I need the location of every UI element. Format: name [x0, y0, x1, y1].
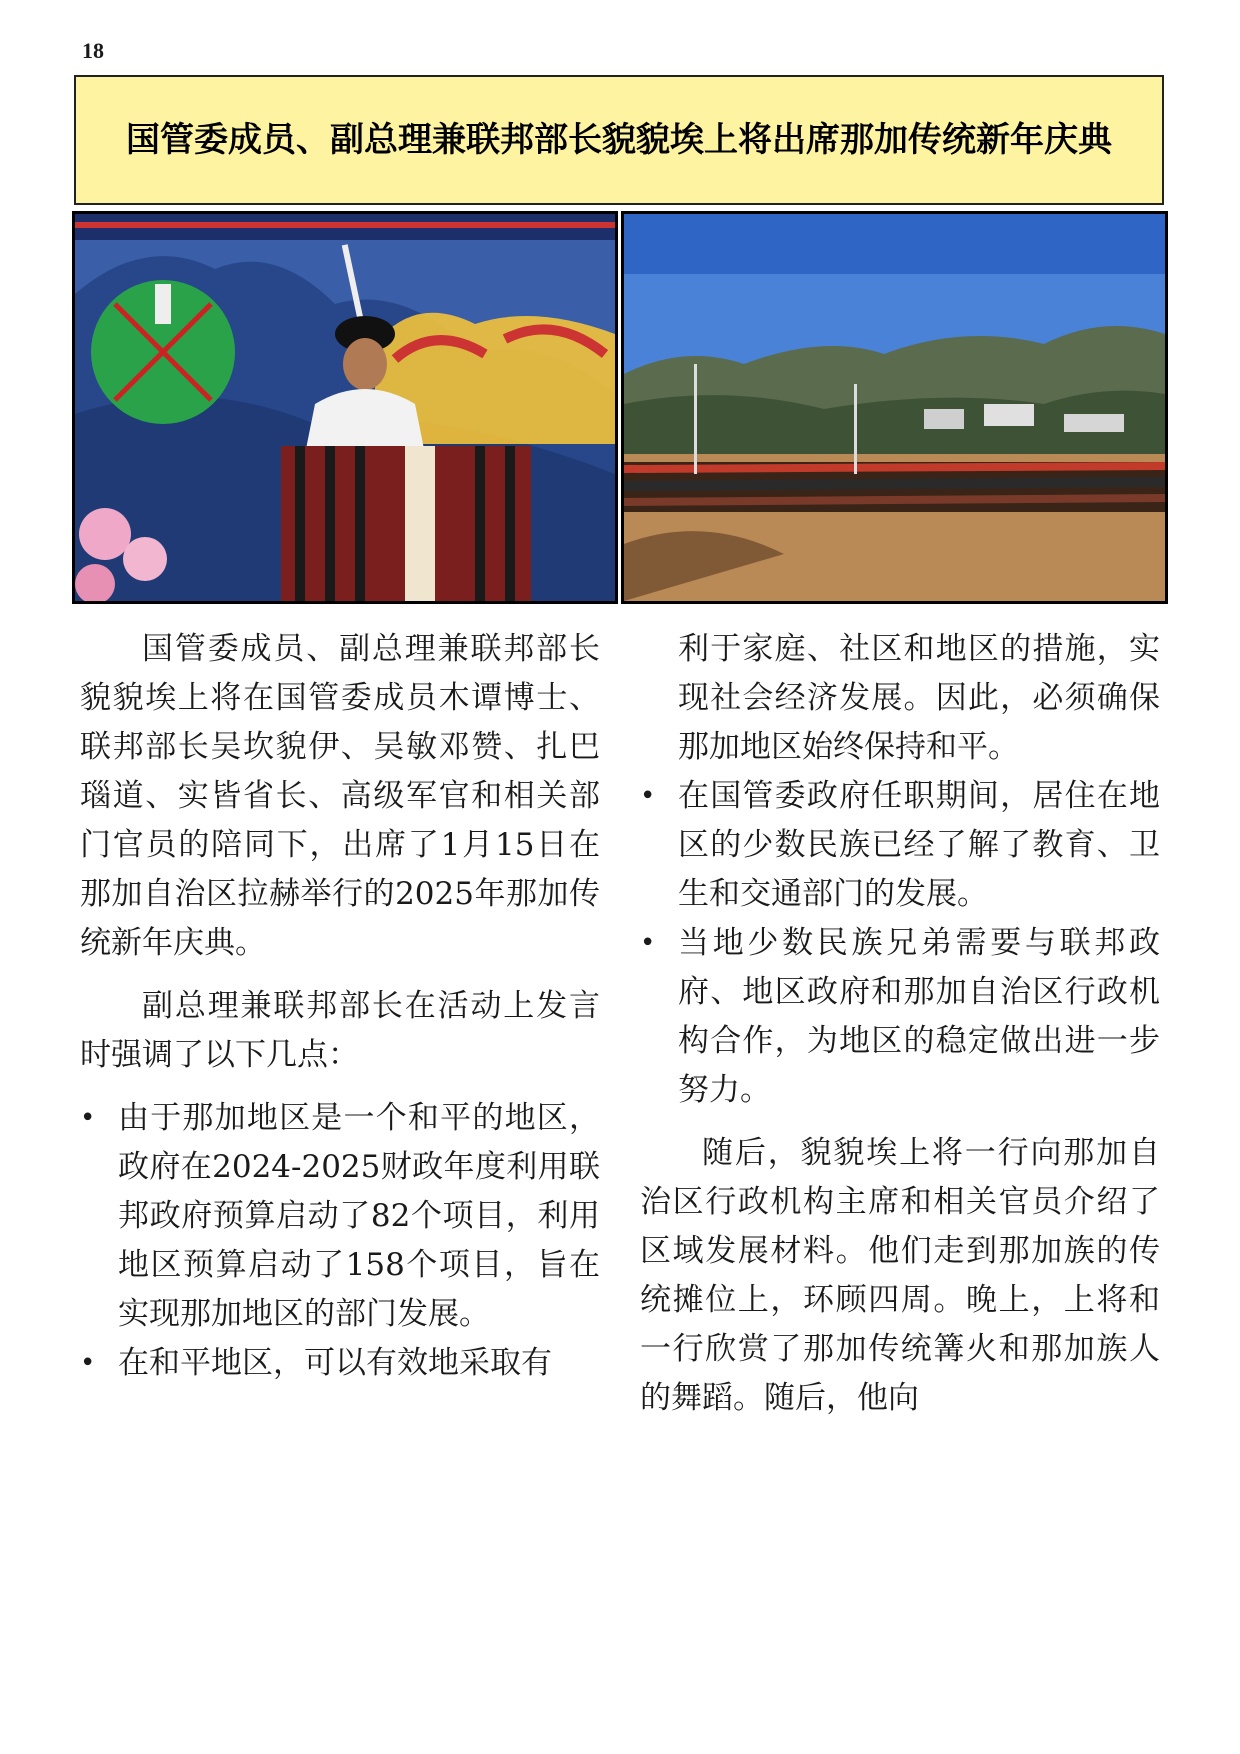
speech-points-list-continued [640, 625, 1160, 1115]
bullet-point-peace: • 在和平地区，可以有效地采取有 [80, 1339, 600, 1388]
page-number: 18 [82, 38, 104, 63]
left-text-column [80, 625, 600, 1388]
bullet-point-projects: • 由于那加地区是一个和平的地区，政府在2024-2025财政年度利用联邦政府预算启动了82个项目，利用地区预算启动了158个项目，旨在实现那加地区的部门发展。 [80, 1094, 600, 1339]
article-title: 国管委成员、副总理兼联邦部长貌貌埃上将出席那加传统新年庆典 [126, 120, 1112, 160]
crowd-photo-illustration [624, 214, 1165, 601]
bullet-point-cooperation: • 当地少数民族兄弟需要与联邦政府、地区政府和那加自治区行政机构合作，为地区的稳定做出进一步努力。 [640, 919, 1160, 1115]
paragraph-speech-lead: 副总理兼联邦部长在活动上发言时强调了以下几点： [80, 988, 600, 1073]
speaker-photo-illustration [75, 214, 615, 601]
photo-speaker-at-podium [72, 211, 618, 604]
photo-crowd-at-festival [621, 211, 1168, 604]
title-banner [74, 75, 1164, 205]
paragraph-intro: 国管委成员、副总理兼联邦部长貌貌埃上将在国管委成员木谭博士、联邦部长吴坎貌伊、吴敏邓赞、扎巴瑙道、实皆省长、高级军官和相关部门官员的陪同下，出席了1月15日在那加自治区拉赫举行的2025年那加传统新年庆典。 [80, 631, 600, 961]
bullet-point-development: • 在国管委政府任职期间，居住在地区的少数民族已经了解了教育、卫生和交通部门的发展。 [640, 772, 1160, 919]
right-text-column [640, 625, 1160, 1423]
speech-points-list [80, 1094, 600, 1388]
bullet-point-peace-continued: 利于家庭、社区和地区的措施，实现社会经济发展。因此，必须确保那加地区始终保持和平。 [678, 631, 1160, 765]
paragraph-afterwards: 随后，貌貌埃上将一行向那加自治区行政机构主席和相关官员介绍了区域发展材料。他们走到那加族的传统摊位上，环顾四周。晚上，上将和一行欣赏了那加传统篝火和那加族人的舞蹈。随后，他向 [640, 1135, 1160, 1416]
